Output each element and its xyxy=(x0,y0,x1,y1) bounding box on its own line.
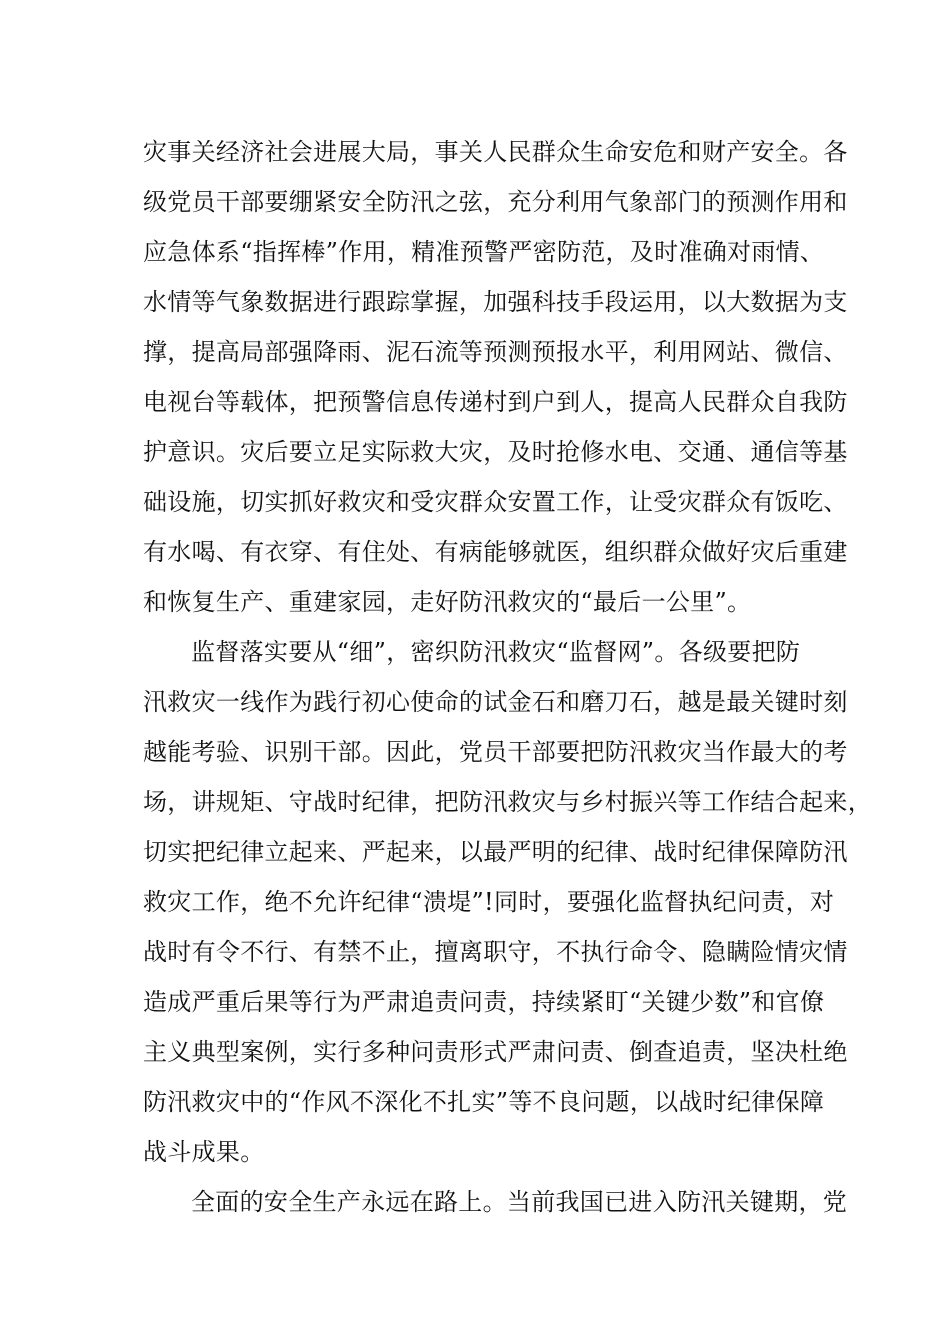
paragraph-first-line: 全面的安全生产永远在路上。当前我国已进入防汛关键期，党 xyxy=(191,1188,848,1216)
text-line: 主义典型案例，实行多种问责形式严肃问责、倒查追责，坚决杜绝 xyxy=(143,1038,848,1066)
text-line: 汛救灾一线作为践行初心使命的试金石和磨刀石，越是最关键时刻 xyxy=(143,688,848,716)
paragraph-first-line: 监督落实要从“细”，密织防汛救灾“监督网”。各级要把防 xyxy=(191,638,801,666)
text-line: 护意识。灾后要立足实际救大灾，及时抢修水电、交通、通信等基 xyxy=(143,438,848,466)
text-line: 战时有令不行、有禁不止，擅离职守，不执行命令、隐瞒险情灾情 xyxy=(143,938,848,966)
text-line: 应急体系“指挥棒”作用，精准预警严密防范，及时准确对雨情、 xyxy=(143,238,825,266)
text-line: 级党员干部要绷紧安全防汛之弦，充分利用气象部门的预测作用和 xyxy=(143,188,848,216)
text-line: 电视台等载体，把预警信息传递村到户到人，提高人民群众自我防 xyxy=(143,388,848,416)
text-line: 战斗成果。 xyxy=(143,1138,265,1166)
text-line: 切实把纪律立起来、严起来，以最严明的纪律、战时纪律保障防汛 xyxy=(143,838,848,866)
text-line: 和恢复生产、重建家园，走好防汛救灾的“最后一公里”。 xyxy=(143,588,752,616)
text-line: 防汛救灾中的“作风不深化不扎实”等不良问题，以战时纪律保障 xyxy=(143,1088,825,1116)
text-line: 造成严重后果等行为严肃追责问责，持续紧盯“关键少数”和官僚 xyxy=(143,988,825,1016)
text-line: 水情等气象数据进行跟踪掌握，加强科技手段运用，以大数据为支 xyxy=(143,288,848,316)
text-line: 有水喝、有衣穿、有住处、有病能够就医，组织群众做好灾后重建 xyxy=(143,538,848,566)
text-line: 撑，提高局部强降雨、泥石流等预测预报水平，利用网站、微信、 xyxy=(143,338,848,366)
text-line: 础设施，切实抓好救灾和受灾群众安置工作，让受灾群众有饭吃、 xyxy=(143,488,848,516)
text-line: 场，讲规矩、守战时纪律，把防汛救灾与乡村振兴等工作结合起来， xyxy=(143,788,872,816)
text-line: 救灾工作，绝不允许纪律“溃堤”!同时，要强化监督执纪问责，对 xyxy=(143,888,835,916)
text-line: 灾事关经济社会进展大局，事关人民群众生命安危和财产安全。各 xyxy=(143,138,848,166)
text-line: 越能考验、识别干部。因此，党员干部要把防汛救灾当作最大的考 xyxy=(143,738,848,766)
article-body xyxy=(143,127,872,1227)
